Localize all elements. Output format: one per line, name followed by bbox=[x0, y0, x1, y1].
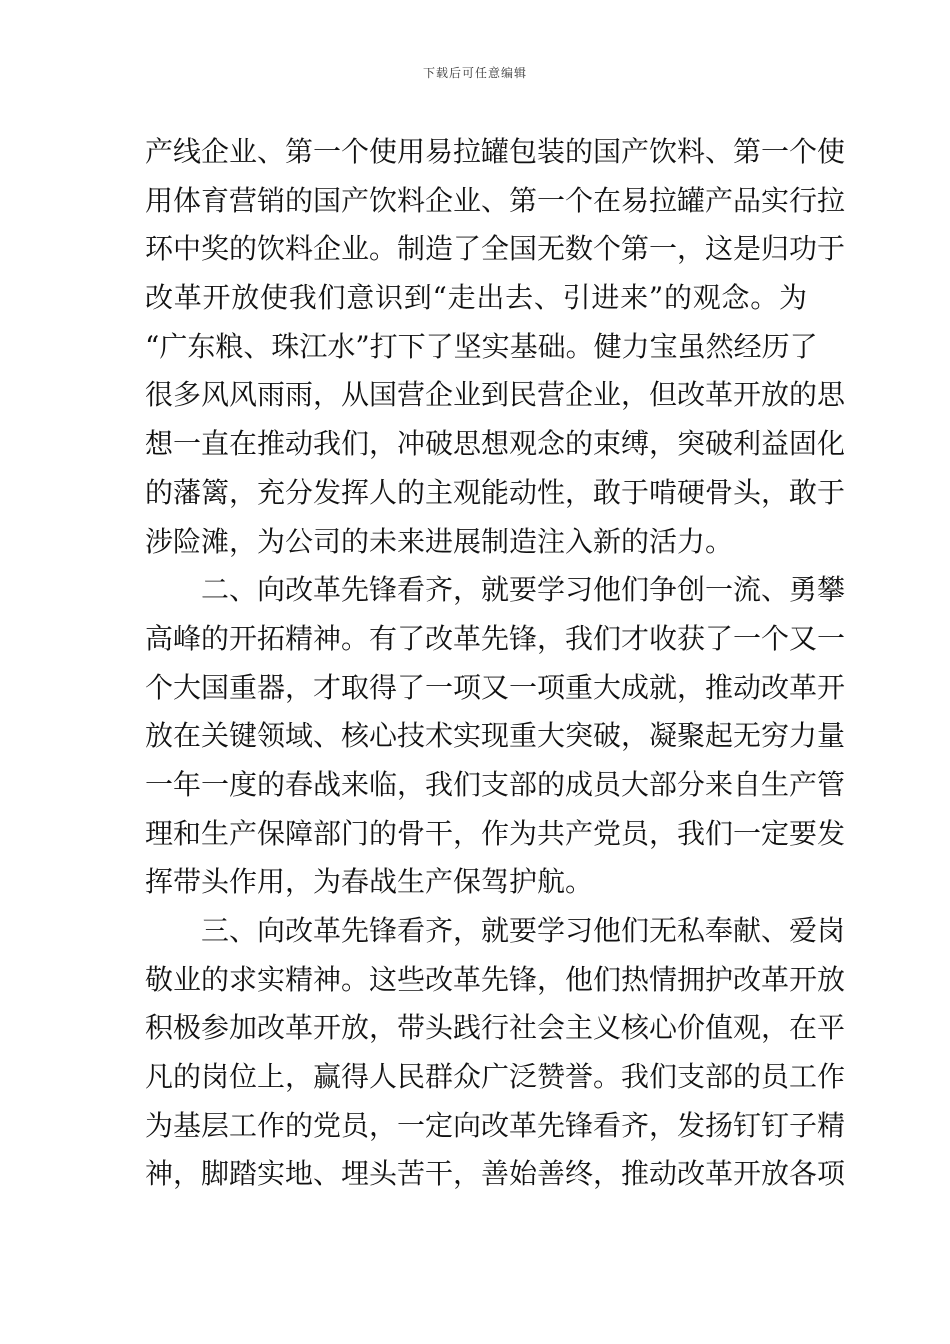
text-line: 积极参加改革开放，带头践行社会主义核心价值观，在平 bbox=[145, 1011, 846, 1045]
body-text bbox=[145, 128, 846, 1199]
text-line: “广东粮、珠江水”打下了坚实基础。健力宝虽然经历了 bbox=[145, 329, 818, 363]
text-line: 一年一度的春战来临，我们支部的成员大部分来自生产管 bbox=[145, 767, 846, 801]
text-line: 很多风风雨雨，从国营企业到民营企业，但改革开放的思 bbox=[145, 378, 846, 412]
text-line: 涉险滩，为公司的未来进展制造注入新的活力。 bbox=[145, 524, 734, 558]
text-line: 为基层工作的党员，一定向改革先锋看齐，发扬钉钉子精 bbox=[145, 1108, 846, 1142]
text-line: 的藩篱，充分发挥人的主观能动性，敢于啃硬骨头，敢于 bbox=[145, 475, 846, 509]
text-line: 挥带头作用，为春战生产保驾护航。 bbox=[145, 865, 594, 899]
paragraph-first-line: 二、向改革先锋看齐，就要学习他们争创一流、勇攀 bbox=[201, 573, 846, 607]
text-line: 用体育营销的国产饮料企业、第一个在易拉罐产品实行拉 bbox=[145, 183, 846, 217]
text-line: 环中奖的饮料企业。制造了全国无数个第一，这是归功于 bbox=[145, 232, 846, 266]
text-line: 想一直在推动我们，冲破思想观念的束缚，突破利益固化 bbox=[145, 427, 846, 461]
text-line: 敬业的求实精神。这些改革先锋，他们热情拥护改革开放 bbox=[145, 962, 846, 996]
text-line: 放在关键领域、核心技术实现重大突破，凝聚起无穷力量 bbox=[145, 719, 846, 753]
text-line: 个大国重器，才取得了一项又一项重大成就，推动改革开 bbox=[145, 670, 846, 704]
text-line: 高峰的开拓精神。有了改革先锋，我们才收获了一个又一 bbox=[145, 621, 846, 655]
text-line: 改革开放使我们意识到“走出去、引进来”的观念。为 bbox=[145, 281, 807, 315]
text-line: 神，脚踏实地、埋头苦干，善始善终，推动改革开放各项 bbox=[145, 1157, 846, 1191]
text-line: 理和生产保障部门的骨干，作为共产党员，我们一定要发 bbox=[145, 816, 846, 850]
text-line: 产线企业、第一个使用易拉罐包装的国产饮料、第一个使 bbox=[145, 135, 846, 168]
text-line: 凡的岗位上，赢得人民群众广泛赞誉。我们支部的员工作 bbox=[145, 1060, 846, 1094]
page-header: 下载后可任意编辑 bbox=[422, 66, 527, 80]
paragraph-first-line: 三、向改革先锋看齐，就要学习他们无私奉献、爱岗 bbox=[201, 914, 846, 947]
